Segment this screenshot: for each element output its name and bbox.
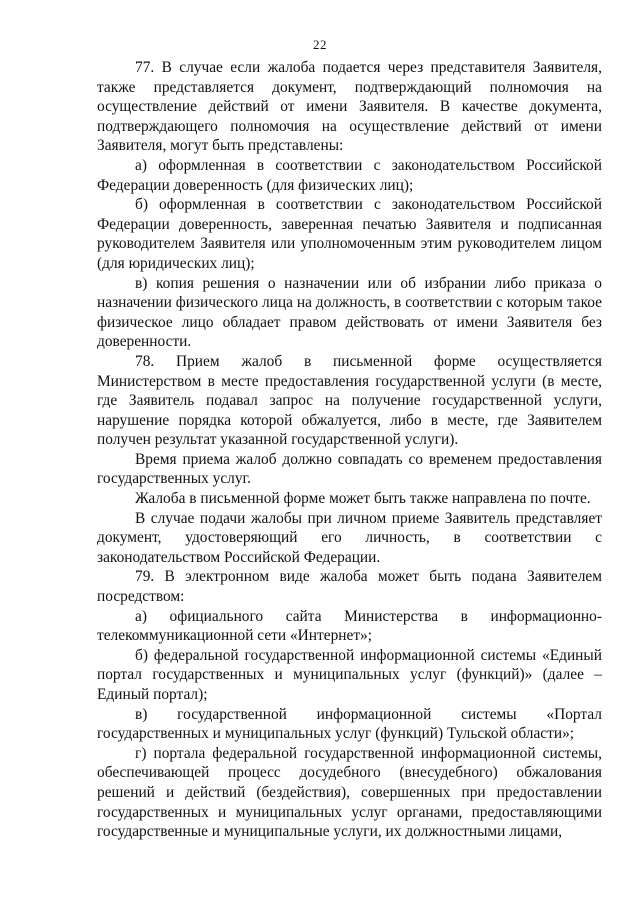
paragraph-79-item-g: г) портала федеральной государственной информационной системы, обеспечивающей процесс досудебного (внесудебного) обжалования решений и действий (бездействия), совершенных при предоставлении государственных и муниципальных услуг органами, предоставляющими государственные и муниципальные услуги, их должностными лицами, <box>97 744 602 841</box>
paragraph-78-mail: Жалоба в письменной форме может быть также направлена по почте. <box>135 490 591 508</box>
paragraph-79-item-v: в) государственной информационной системы «Портал государственных и муниципальных услуг (функций) Тульской области»; <box>97 705 602 743</box>
paragraph-78-reception-time: Время приема жалоб должно совпадать со временем предоставления государственных услуг. <box>97 450 602 488</box>
paragraph-79-item-a: а) официального сайта Министерства в информационно-телекоммуникационной сети «Интернет»; <box>97 607 602 645</box>
paragraph-79-item-b: б) федеральной государственной информационной системы «Единый портал государственных и муниципальных услуг (функций)» (далее – Единый портал); <box>97 646 602 703</box>
paragraph-78: 78. Прием жалоб в письменной форме осуществляется Министерством в месте предоставления государственной услуги (в месте, где Заявитель подавал запрос на получение государственной услуги, нарушение порядка которой обжалуется, либо в месте, где Заявителем получен результат указанной государственной услуги). <box>97 352 602 449</box>
paragraph-78-personal-reception: В случае подачи жалобы при личном приеме Заявитель представляет документ, удостоверяющий его личность, в соответствии с законодательством Российской Федерации. <box>97 509 602 566</box>
document-body <box>97 58 602 842</box>
page-number: 22 <box>313 37 327 52</box>
paragraph-77-item-a: а) оформленная в соответствии с законодательством Российской Федерации доверенность (для физических лиц); <box>97 156 602 194</box>
paragraph-77: 77. В случае если жалоба подается через представителя Заявителя, также представляется документ, подтверждающий полномочия на осуществление действий от имени Заявителя. В качестве документа, подтверждающего полномочия на осуществление действий от имени Заявителя, могут быть представлены: <box>97 59 602 155</box>
paragraph-79: 79. В электронном виде жалоба может быть подана Заявителем посредством: <box>97 568 602 606</box>
paragraph-77-item-b: б) оформленная в соответствии с законодательством Российской Федерации доверенность, заверенная печатью Заявителя и подписанная руководителем Заявителя или уполномоченным этим руководителем лицом (для юридических лиц); <box>97 196 602 272</box>
paragraph-77-item-v: в) копия решения о назначении или об избрании либо приказа о назначении физического лица на должность, в соответствии с которым такое физическое лицо обладает правом действовать от имени Заявителя без доверенности. <box>97 274 602 351</box>
